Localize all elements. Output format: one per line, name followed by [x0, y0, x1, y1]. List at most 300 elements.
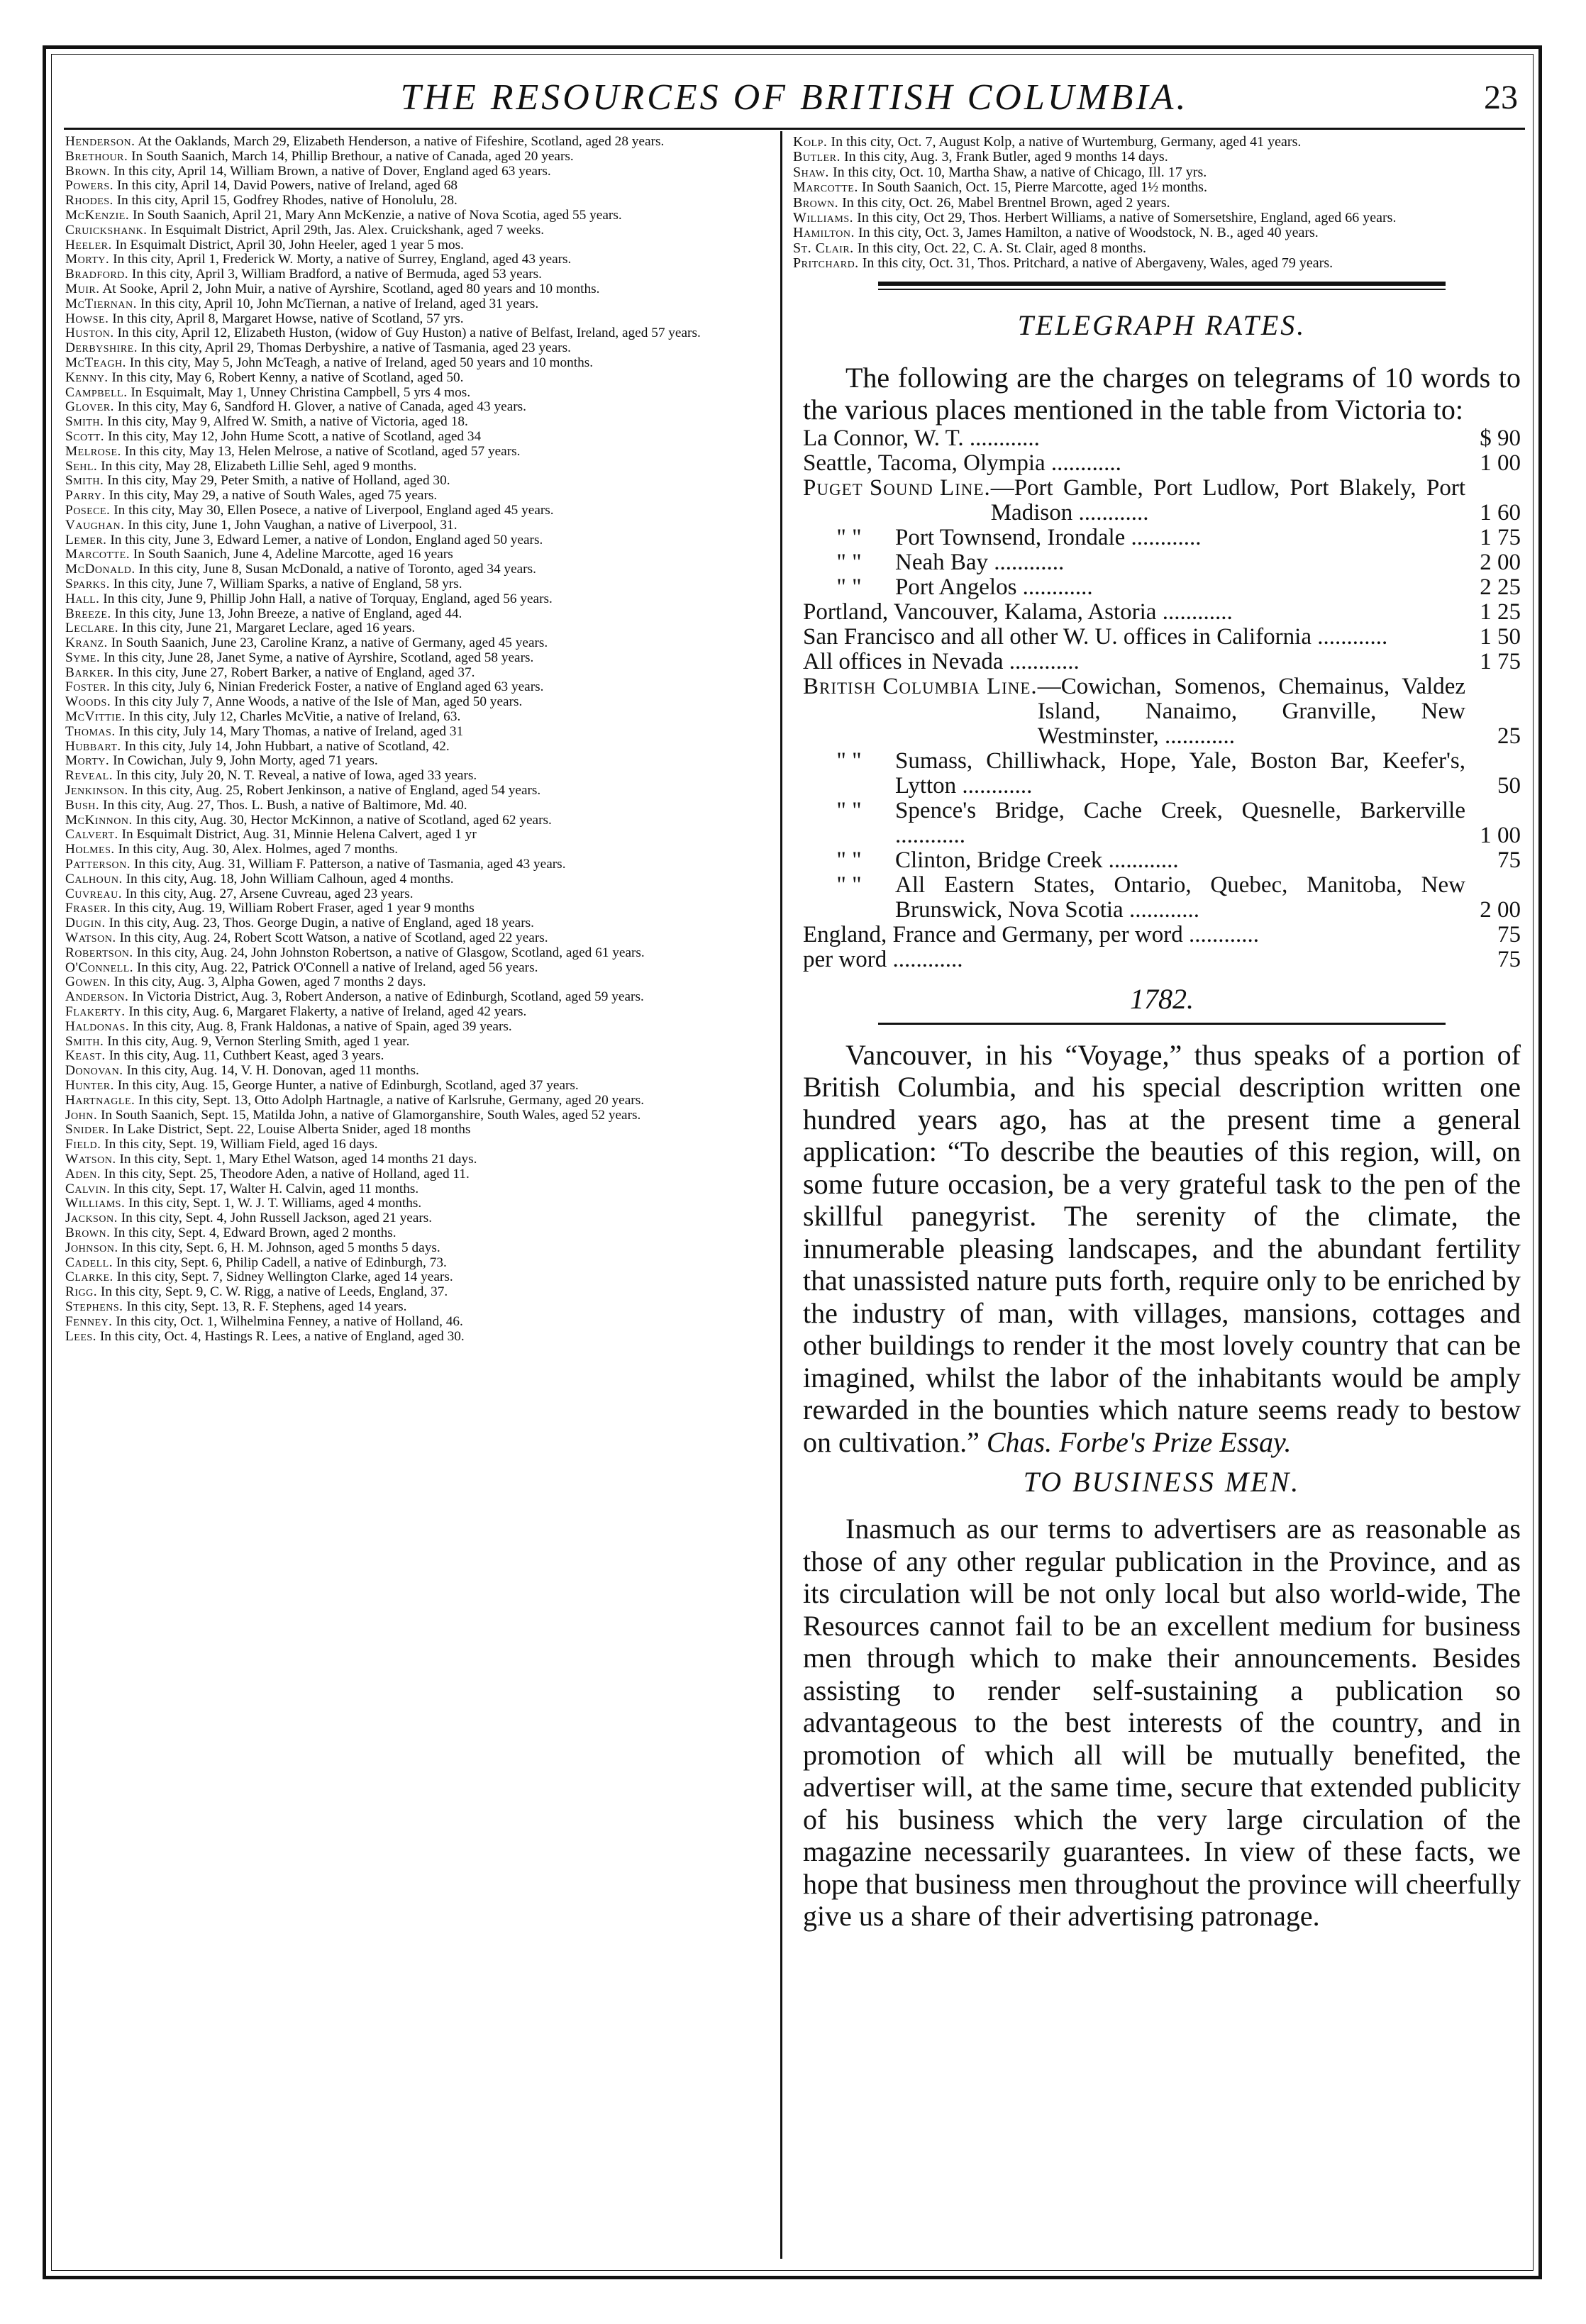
death-notice-text: In this city, May 6, Sandford H. Glover, a native of Canada, aged 43 years. [117, 399, 527, 415]
death-notice-text: In Esquimalt District, Aug. 31, Minnie Helena Calvert, aged 1 yr [121, 827, 477, 843]
death-notice [65, 975, 767, 990]
death-notice-surname: Powers. [65, 178, 114, 194]
death-notice [65, 252, 767, 267]
death-notice [65, 1020, 767, 1035]
death-notice [65, 577, 767, 592]
death-notice-text: In this city, May 6, Robert Kenny, a native of Scotland, aged 50. [111, 369, 464, 385]
death-notice-text: In this city, June 21, Margaret Leclare, aged 16 years. [121, 621, 416, 636]
death-notice [65, 562, 767, 577]
deaths-column-left [65, 135, 767, 2255]
rate-row [803, 575, 1521, 600]
rate-destination: Clinton, Bridge Creek ............ [895, 847, 1179, 873]
death-notice-surname: Reveal. [65, 768, 113, 784]
death-notice-text: At the Oaklands, March 29, Elizabeth Henderson, a native of Fifeshire, Scotland, aged 28 years. [138, 135, 665, 149]
death-notice [65, 725, 767, 740]
death-notice-surname: Howse. [65, 311, 109, 326]
death-notice [65, 179, 767, 194]
death-notice-text: In this city, June 3, Edward Lemer, a native of London, England aged 50 years. [110, 532, 543, 547]
page-header [64, 71, 1525, 121]
death-notice-text: In this city, Aug. 27, Thos. L. Bush, a native of Baltimore, Md. 40. [103, 797, 467, 813]
rate-row [803, 476, 1521, 526]
death-notice-surname: Jackson. [65, 1211, 118, 1226]
death-notice-text: In this city, Oct. 10, Martha Shaw, a native of Chicago, Ill. 17 yrs. [832, 164, 1207, 180]
right-column [793, 135, 1531, 2255]
rate-row [803, 625, 1521, 650]
death-notice-surname: Lemer. [65, 532, 107, 547]
death-notice-text: In this city, Aug. 3, Frank Butler, aged 9 months 14 days. [843, 149, 1168, 165]
rate-row [803, 799, 1521, 848]
rate-line-name: Puget Sound Line. [803, 474, 991, 501]
death-notice-text: In this city, Aug. 3, Alpha Gowen, aged 7 months 2 days. [113, 974, 426, 990]
death-notice-surname: Campbell. [65, 384, 128, 400]
death-notice-text: In this city, May 13, Helen Melrose, a native of Scotland, aged 57 years. [124, 443, 521, 459]
death-notice-surname: Parry. [65, 488, 106, 504]
death-notice-surname: Huston. [65, 326, 114, 341]
death-notice [65, 1285, 767, 1300]
death-notice-surname: McVittie. [65, 709, 126, 725]
death-notice-surname: Flakerty. [65, 1004, 126, 1020]
death-notice-text: In this city, April 3, William Bradford, a native of Bermuda, aged 53 years. [131, 267, 542, 282]
rate-destination: —Port Gamble, Port Ludlow, Port Blakely, Port Madison ............ [990, 474, 1465, 526]
vancouver-text: Vancouver, in his “Voyage,” thus speaks of a portion of British Columbia, and his special description written one hundred years ago, has at the present time a general application: “To describe the beauties of this region, will, on some future occasion, be a very grateful task to the pen of the skillful panegyrist. The serenity of the climate, the innumerable pleasing landscapes, and the abundant fertility that unassisted nature puts forth, require only to be enriched by the industry of man, with villages, mansions, cottages and other buildings to render it the most lovely country that can be imagined, whilst the labor of the inhabitants would be amply rewarded in the bounties which nature seems ready to bestow on cultivation.” [803, 1038, 1521, 1458]
death-notice-surname: Bush. [65, 797, 100, 813]
death-notice [65, 445, 767, 460]
death-notice-text: In this city, April 12, Elizabeth Huston, (widow of Guy Huston) a native of Belfast, Ireland, aged 57 years. [117, 326, 701, 341]
rate-destination: All Eastern States, Ontario, Quebec, Manitoba, New Brunswick, Nova Scotia ............ [895, 872, 1465, 923]
death-notice-text: In this city, June 27, Robert Barker, a native of England, aged 37. [117, 665, 475, 680]
rate-destination: All offices in Nevada ............ [803, 648, 1080, 674]
death-notice-text: In this city, July 14, Mary Thomas, a native of Ireland, aged 31 [118, 723, 464, 739]
death-notice [65, 223, 767, 238]
death-notice-text: In this city, Sept. 1, Mary Ethel Watson, aged 14 months 21 days. [119, 1151, 477, 1167]
death-notice-surname: Scott. [65, 428, 105, 444]
death-notice-text: In this city, July 14, John Hubbart, a native of Scotland, 42. [124, 738, 450, 754]
rate-price: 75 [1497, 946, 1521, 972]
section-rule-thick [878, 282, 1446, 286]
death-notice-text: In this city, Aug. 9, Vernon Sterling Smith, aged 1 year. [107, 1033, 410, 1049]
death-notice [65, 946, 767, 961]
death-notice-surname: Williams. [793, 210, 854, 226]
death-notice-surname: Smith. [65, 473, 104, 489]
death-notice-text: In this city, Aug. 22, Patrick O'Connell a native of Ireland, aged 56 years. [136, 960, 538, 975]
rate-price: $ 90 [1480, 425, 1521, 451]
death-notice [65, 1241, 767, 1256]
death-notice-text: In this city, Oct. 7, August Kolp, a native of Wurtemburg, Germany, aged 41 years. [831, 135, 1302, 150]
death-notice-surname: Cuvreau. [65, 886, 123, 901]
death-notice-surname: Aden. [65, 1166, 101, 1182]
death-notice [65, 1094, 767, 1108]
death-notice-text: In this city, Aug. 11, Cuthbert Keast, aged 3 years. [109, 1048, 384, 1064]
rate-price: 25 [1497, 723, 1521, 749]
death-notice [65, 504, 767, 518]
rate-destination: —Cowichan, Somenos, Chemainus, Valdez Island, Nanaimo, Granville, New Westminster, ............ [1037, 673, 1465, 749]
death-notice [65, 209, 767, 223]
death-notice-surname: Melrose. [65, 443, 121, 459]
death-notice-surname: Kenny. [65, 369, 109, 385]
death-notice-text: In this city, June 28, Janet Syme, a native of Ayrshire, Scotland, aged 58 years. [103, 650, 534, 665]
death-notice-text: In this city July 7, Anne Woods, a native of the Isle of Man, aged 50 years. [113, 694, 523, 710]
death-notice [65, 1330, 767, 1345]
death-notice-surname: Gowen. [65, 974, 111, 990]
death-notice [65, 386, 767, 401]
death-notice-surname: Marcotte. [65, 547, 131, 562]
death-notice-surname: Glover. [65, 399, 114, 415]
death-notice-text: In this city, May 30, Ellen Posece, a native of Liverpool, England aged 45 years. [113, 502, 554, 518]
death-notice-surname: Syme. [65, 650, 101, 665]
death-notice-text: In this city, Sept. 7, Sidney Wellington Clarke, aged 14 years. [116, 1269, 453, 1285]
death-notice [65, 666, 767, 681]
death-notice-text: In Esquimalt District, April 29th, Jas. Alex. Cruickshank, aged 7 weeks. [150, 222, 545, 238]
death-notice-text: In this city, June 8, Susan McDonald, a native of Toronto, aged 34 years. [138, 562, 536, 577]
death-notice-text: In this city, Oct. 4, Hastings R. Lees, a native of England, aged 30. [99, 1328, 465, 1344]
death-notice-text: In this city, April 10, John McTiernan, a native of Ireland, aged 31 years. [140, 296, 539, 311]
death-notice [65, 799, 767, 813]
death-notice [65, 326, 767, 341]
death-notice-text: In this city, Sept. 4, John Russell Jackson, aged 21 years. [121, 1211, 433, 1226]
death-notice-surname: Morty. [65, 252, 110, 267]
page-number: 23 [1484, 79, 1518, 116]
rate-row [803, 600, 1521, 625]
death-notice [65, 961, 767, 976]
death-notice [65, 1108, 767, 1123]
death-notice [65, 430, 767, 445]
rate-ditto-marks: " " [836, 847, 862, 873]
death-notice [793, 196, 1531, 211]
death-notice-surname: Fenney. [65, 1313, 113, 1329]
rate-ditto-marks: " " [836, 524, 862, 550]
death-notice-surname: Holmes. [65, 842, 115, 857]
rate-price: 2 00 [1480, 549, 1521, 575]
rate-destination: Neah Bay ............ [895, 549, 1065, 575]
death-notice [793, 211, 1531, 226]
death-notice-surname: Barker. [65, 665, 114, 680]
death-notice-surname: Brown. [65, 163, 111, 179]
death-notice-text: In Lake District, Sept. 22, Louise Alberta Snider, aged 18 months [112, 1122, 471, 1138]
rate-row [803, 550, 1521, 575]
death-notice [65, 1064, 767, 1079]
rate-row [803, 873, 1521, 923]
rate-price: 75 [1497, 847, 1521, 873]
death-notice-surname: Dugin. [65, 916, 106, 931]
death-notice [65, 710, 767, 725]
rate-destination: Spence's Bridge, Cache Creek, Quesnelle, Barkerville ............ [895, 797, 1465, 848]
rate-row [803, 650, 1521, 674]
death-notice-surname: Muir. [65, 281, 100, 296]
rate-ditto-marks: " " [836, 797, 862, 823]
rate-price: 1 00 [1480, 822, 1521, 848]
death-notice-surname: Keast. [65, 1048, 106, 1064]
rate-destination: Sumass, Chilliwhack, Hope, Yale, Boston Bar, Keefer's, Lytton ............ [895, 747, 1465, 799]
death-notice [65, 460, 767, 474]
death-notice-surname: Cadell. [65, 1255, 113, 1270]
death-notice-surname: Butler. [793, 149, 841, 165]
death-notice-surname: Cruickshank. [65, 222, 148, 238]
rate-ditto-marks: " " [836, 574, 862, 600]
death-notice [793, 150, 1531, 165]
death-notice [65, 1182, 767, 1197]
death-notice-text: In this city, Aug. 31, William F. Patterson, a native of Tasmania, aged 43 years. [133, 857, 566, 872]
death-notice-surname: Haldonas. [65, 1018, 130, 1034]
death-notice-surname: Watson. [65, 930, 116, 946]
death-notice [65, 194, 767, 209]
death-notice [65, 843, 767, 857]
death-notice-text: In this city, July 6, Ninian Frederick Foster, a native of England aged 63 years. [113, 679, 544, 695]
death-notice-surname: Posece. [65, 502, 111, 518]
death-notice-text: In Esquimalt, May 1, Unney Christina Campbell, 5 yrs 4 mos. [131, 384, 471, 400]
death-notice-surname: McTiernan. [65, 296, 137, 311]
death-notice [65, 1152, 767, 1167]
death-notice [65, 400, 767, 415]
death-notice-text: In this city, Sept. 1, W. J. T. Williams, aged 4 months. [128, 1196, 422, 1211]
death-notice [65, 267, 767, 282]
death-notice-text: In this city, Oct. 1, Wilhelmina Fenney, a native of Holland, 46. [116, 1313, 463, 1329]
rate-row [803, 426, 1521, 451]
rate-line-name: British Columbia Line. [803, 673, 1038, 699]
death-notice [65, 1123, 767, 1138]
telegraph-heading: TELEGRAPH RATES. [1017, 308, 1307, 341]
death-notice-surname: Hartnagle. [65, 1092, 135, 1108]
death-notice [65, 547, 767, 562]
rate-ditto-marks: " " [836, 549, 862, 575]
rate-destination: Portland, Vancouver, Kalama, Astoria ............ [803, 599, 1233, 625]
rate-destination: England, France and Germany, per word ............ [803, 921, 1260, 947]
death-notice-surname: Hamilton. [793, 225, 855, 241]
death-notice-text: In this city, Aug. 18, John William Calhoun, aged 4 months. [126, 871, 454, 886]
death-notice-text: In this city, April 15, Godfrey Rhodes, native of Honolulu, 28. [116, 193, 458, 209]
death-notice-surname: Robertson. [65, 945, 133, 960]
death-notice-surname: Rigg. [65, 1284, 98, 1300]
death-notice-surname: McTeagh. [65, 355, 126, 370]
death-notice [65, 1035, 767, 1050]
death-notice-surname: Williams. [65, 1196, 126, 1211]
death-notice-surname: Smith. [65, 1033, 104, 1049]
rate-price: 1 60 [1480, 499, 1521, 526]
death-notice [65, 1211, 767, 1226]
death-notice-surname: Kolp. [793, 135, 828, 150]
death-notice [65, 740, 767, 755]
death-notice [65, 1256, 767, 1271]
death-notice [793, 165, 1531, 180]
death-notice-surname: Pritchard. [793, 255, 859, 272]
death-notice [65, 135, 767, 150]
death-notice-text: In this city, Sept. 19, William Field, aged 16 days. [104, 1137, 378, 1152]
death-notice-surname: Brethour. [65, 148, 128, 164]
death-notice-text: In this city, Sept. 6, H. M. Johnson, aged 5 months 5 days. [121, 1240, 440, 1255]
rate-price: 2 25 [1480, 574, 1521, 600]
death-notice-text: In South Saanich, June 4, Adeline Marcotte, aged 16 years [133, 547, 453, 562]
death-notice-text: In this city, May 29, Peter Smith, a native of Holland, aged 30. [107, 473, 450, 489]
rate-row [803, 749, 1521, 799]
death-notice-text: In this city, Aug. 15, George Hunter, a native of Edinburgh, Scotland, aged 37 years. [117, 1078, 579, 1093]
death-notice-surname: Donovan. [65, 1063, 123, 1079]
death-notice-surname: Calhoun. [65, 871, 123, 886]
death-notice-text: In this city, Sept. 4, Edward Brown, aged 2 months. [113, 1225, 396, 1240]
rate-row [803, 923, 1521, 947]
death-notice-surname: Johnson. [65, 1240, 118, 1255]
deaths-column-right [793, 135, 1531, 272]
death-notice-text: In this city, April 8, Margaret Howse, native of Scotland, 57 yrs. [112, 311, 464, 326]
death-notice-surname: Fraser. [65, 901, 111, 916]
death-notice-surname: Breeze. [65, 606, 111, 621]
death-notice [65, 371, 767, 386]
death-notice [65, 297, 767, 312]
death-notice [65, 238, 767, 253]
death-notice-text: In this city, Sept. 25, Theodore Aden, a native of Holland, aged 11. [104, 1166, 470, 1182]
death-notice [65, 1300, 767, 1315]
death-notice [65, 607, 767, 622]
rate-ditto-marks: " " [836, 747, 862, 774]
death-notice [65, 474, 767, 489]
death-notice [65, 1049, 767, 1064]
death-notice-surname: John. [65, 1107, 98, 1123]
death-notice-text: In this city, Aug. 23, Thos. George Dugin, a native of England, aged 18 years. [109, 916, 534, 931]
death-notice-surname: Sehl. [65, 458, 98, 474]
rate-row [803, 848, 1521, 873]
death-notice-surname: Shaw. [793, 164, 829, 180]
death-notice-text: In this city, Aug. 27, Arsene Cuvreau, aged 23 years. [125, 886, 414, 901]
death-notice-surname: Henderson. [65, 135, 135, 149]
death-notice-text: In this city, Aug. 14, V. H. Donovan, aged 11 months. [126, 1063, 419, 1079]
death-notice [65, 931, 767, 946]
death-notice [65, 592, 767, 607]
death-notice [65, 415, 767, 430]
rate-destination: San Francisco and all other W. U. offices in California ............ [803, 623, 1388, 650]
death-notice [65, 1270, 767, 1285]
death-notice [65, 651, 767, 666]
vancouver-paragraph [803, 1039, 1521, 1459]
rate-row [803, 526, 1521, 550]
rate-destination: Seattle, Tacoma, Olympia ............ [803, 450, 1121, 476]
death-notice [65, 901, 767, 916]
death-notice-surname: Stephens. [65, 1299, 123, 1314]
death-notice-surname: Brown. [65, 1225, 111, 1240]
death-notice-text: In this city, July 12, Charles McVitie, a native of Ireland, 63. [128, 709, 461, 725]
death-notice [793, 180, 1531, 195]
death-notice-text: In this city, April 14, David Powers, native of Ireland, aged 68 [116, 178, 458, 194]
death-notice-surname: Derbyshire. [65, 340, 138, 356]
death-notice [65, 916, 767, 931]
rate-ditto-marks: " " [836, 872, 862, 898]
rate-price: 1 75 [1480, 524, 1521, 550]
death-notice-surname: St. Clair. [793, 240, 854, 256]
death-notice-text: In this city, April 1, Frederick W. Morty, a native of Surrey, England, aged 43 years. [113, 252, 572, 267]
death-notice [65, 533, 767, 548]
death-notice-surname: Patterson. [65, 857, 131, 872]
telegraph-rate-table [803, 426, 1521, 972]
year-heading: 1782. [1130, 982, 1194, 1015]
death-notice [65, 356, 767, 371]
death-notice-text: In this city, April 14, William Brown, a native of Dover, England aged 63 years. [113, 163, 551, 179]
death-notice-text: In South Saanich, April 21, Mary Ann McKenzie, a native of Nova Scotia, aged 55 years. [132, 207, 622, 223]
death-notice-text: In South Saanich, June 23, Caroline Kranz, a native of Germany, aged 45 years. [111, 635, 548, 651]
rate-price: 2 00 [1480, 896, 1521, 923]
death-notice-surname: Jenkinson. [65, 783, 128, 799]
rate-row [803, 674, 1521, 749]
death-notice-surname: Calvin. [65, 1181, 111, 1196]
death-notice-surname: McDonald. [65, 562, 135, 577]
death-notice-text: In this city, Aug. 24, Robert Scott Watson, a native of Scotland, aged 22 years. [119, 930, 548, 946]
death-notice-text: In this city, Oct. 26, Mabel Brentnel Brown, aged 2 years. [842, 194, 1170, 211]
death-notice [65, 1315, 767, 1330]
header-rule [64, 128, 1525, 130]
section-rule-thin [878, 289, 1446, 290]
death-notice-surname: Bradford. [65, 267, 129, 282]
business-heading: TO BUSINESS MEN. [1023, 1466, 1301, 1499]
death-notice [793, 226, 1531, 240]
death-notice [65, 150, 767, 165]
death-notice-text: In this city, June 13, John Breeze, a native of England, aged 44. [114, 606, 462, 621]
death-notice-text: In this city, June 7, William Sparks, a native of England, 58 yrs. [113, 576, 462, 591]
death-notice-text: In this city, Oct. 22, C. A. St. Clair, aged 8 months. [857, 240, 1147, 256]
death-notice [65, 769, 767, 784]
rate-price: 1 50 [1480, 623, 1521, 650]
death-notice-text: In this city, Aug. 6, Margaret Flakerty, a native of Ireland, aged 42 years. [128, 1004, 527, 1020]
death-notice-text: In this city, May 29, a native of South Wales, aged 75 years. [109, 488, 438, 504]
telegraph-intro: The following are the charges on telegrams of 10 words to the various places mentioned in the table from Victoria to: [803, 361, 1521, 426]
death-notice-text: In this city, July 20, N. T. Reveal, a native of Iowa, aged 33 years. [116, 768, 477, 784]
death-notice-text: In this city, Aug. 8, Frank Haldonas, a native of Spain, aged 39 years. [132, 1018, 512, 1034]
death-notice-surname: Rhodes. [65, 193, 113, 209]
death-notice-surname: McKinnon. [65, 812, 133, 828]
death-notice-text: In this city, Aug. 25, Robert Jenkinson, a native of England, aged 54 years. [131, 783, 541, 799]
rate-price: 1 25 [1480, 599, 1521, 625]
death-notice-text: In this city, June 9, Phillip John Hall, a native of Torquay, England, aged 56 years. [103, 591, 553, 606]
death-notice [65, 621, 767, 636]
death-notice [65, 1079, 767, 1094]
death-notice-text: In this city, Aug. 19, William Robert Fraser, aged 1 year 9 months [114, 901, 475, 916]
death-notice [65, 990, 767, 1005]
death-notice-surname: Sparks. [65, 576, 110, 591]
death-notice [65, 887, 767, 902]
death-notice-surname: Woods. [65, 694, 111, 710]
rate-destination: Port Angelos ............ [895, 574, 1093, 600]
death-notice-text: In this city, April 29, Thomas Derbyshire, a native of Tasmania, aged 23 years. [140, 340, 571, 356]
death-notice [65, 341, 767, 356]
death-notice [65, 636, 767, 651]
death-notice-text: In Esquimalt District, April 30, John Heeler, aged 1 year 5 mos. [115, 237, 464, 252]
death-notice-surname: Marcotte. [793, 179, 858, 196]
death-notice-surname: Brown. [793, 194, 839, 211]
death-notice-surname: Field. [65, 1137, 101, 1152]
rate-destination: La Connor, W. T. ............ [803, 425, 1040, 451]
death-notice-text: In this city, Oct. 3, James Hamilton, a native of Woodstock, N. B., aged 40 years. [858, 225, 1319, 241]
death-notice [65, 1005, 767, 1020]
death-notice-surname: Vaughan. [65, 517, 125, 533]
death-notice [65, 828, 767, 843]
death-notice-text: In Victoria District, Aug. 3, Robert Anderson, a native of Edinburgh, Scotland, aged 59 years. [132, 989, 644, 1005]
rate-row [803, 947, 1521, 972]
death-notice-text: In this city, Sept. 13, Otto Adolph Hartnagle, a native of Karlsruhe, Germany, aged 20 years. [138, 1092, 645, 1108]
business-paragraph: Inasmuch as our terms to advertisers are as reasonable as those of any other regular publication in the Province, and as its circulation will be not only local but also world-wide, The Resources cannot fail to be an excellent medium for business men through which to make their announcements. Besides assisting to render self-sustaining a publication so advantageous to the best interests of the country, and in promotion of which all will be mutually benefited, the advertiser will, at the same time, secure that extended publicity of his business which the very large circulation of the magazine necessarily guarantees. In view of these facts, we hope that business men throughout the province will cheerfully give us a share of their advertising patronage. [803, 1513, 1521, 1933]
death-notice-surname: Heeler. [65, 237, 112, 252]
death-notice-text: At Sooke, April 2, John Muir, a native of Ayrshire, Scotland, aged 80 years and 10 months. [102, 281, 600, 296]
death-notice [793, 241, 1531, 256]
death-notice-surname: Leclare. [65, 621, 119, 636]
death-notice [65, 1138, 767, 1152]
death-notice-surname: Thomas. [65, 723, 116, 739]
death-notice [65, 1167, 767, 1182]
death-notice-text: In this city, Oct 29, Thos. Herbert Williams, a native of Somersetshire, England, aged 66 years. [857, 210, 1397, 226]
death-notice [793, 256, 1531, 271]
rate-price: 1 75 [1480, 648, 1521, 674]
death-notice-surname: Snider. [65, 1122, 109, 1138]
death-notice [65, 489, 767, 504]
death-notice [65, 312, 767, 327]
death-notice [65, 872, 767, 887]
death-notice-surname: Smith. [65, 414, 104, 430]
death-notice-surname: Hunter. [65, 1078, 114, 1093]
death-notice-text: In this city, Aug. 24, John Johnston Robertson, a native of Glasgow, Scotland, aged 61 years. [136, 945, 645, 960]
